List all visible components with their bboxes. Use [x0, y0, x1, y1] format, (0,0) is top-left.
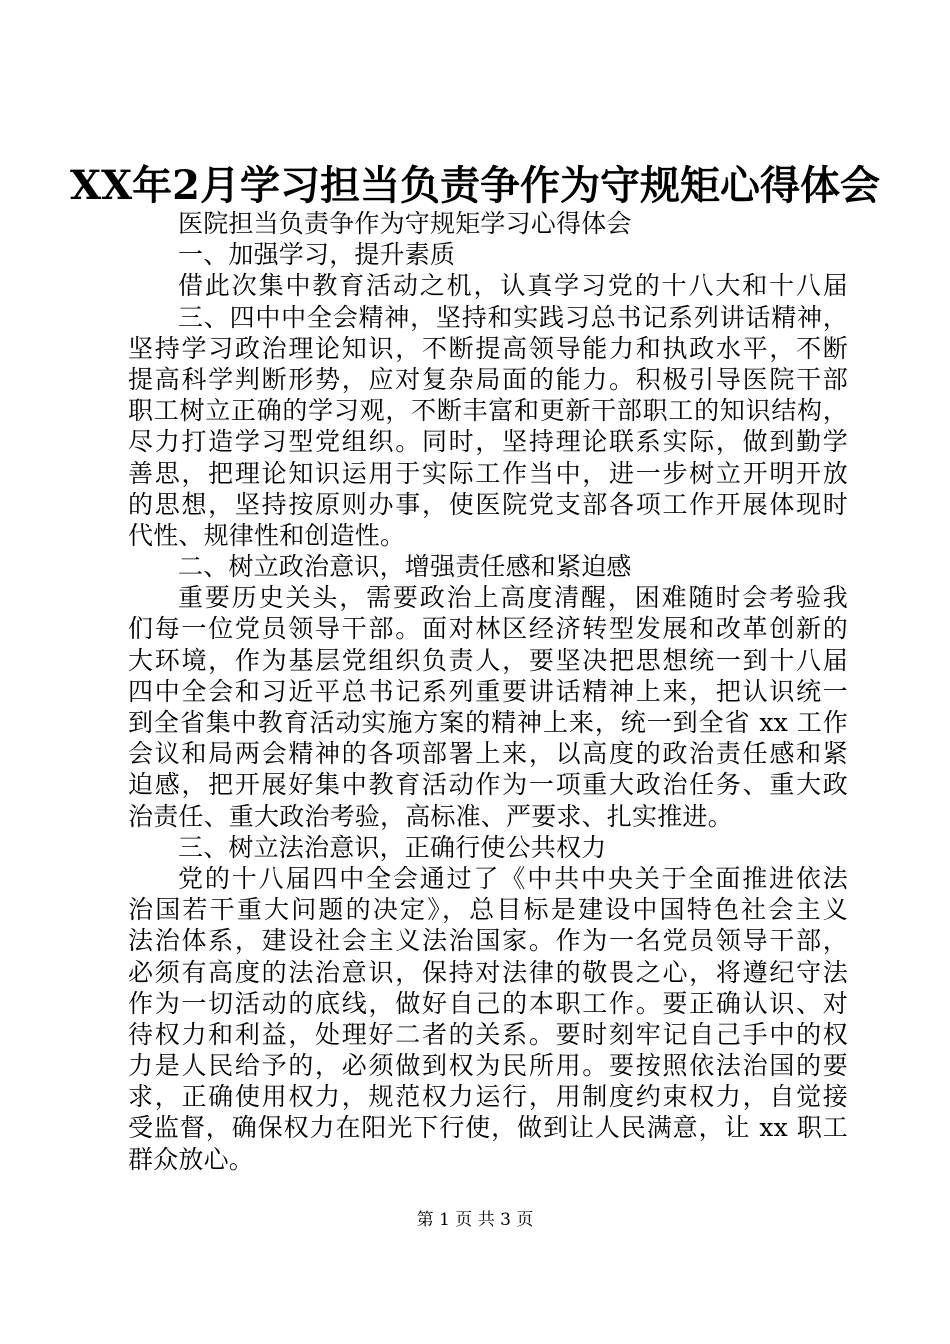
paragraph-line: 坚持学习政治理论知识，不断提高领导能力和执政水平，不断	[128, 333, 848, 363]
document-body	[128, 208, 848, 1175]
paragraph-line: 到全省集中教育活动实施方案的精神上来，统一到全省 xx 工作	[128, 708, 848, 737]
paragraph-line: 善思，把理论知识运用于实际工作当中，进一步树立开明开放	[128, 458, 848, 488]
subtitle-line: 医院担当负责争作为守规矩学习心得体会	[178, 209, 632, 238]
paragraph-line: 力是人民给予的，必须做到权为民所用。要按照依法治国的要	[128, 1051, 848, 1081]
paragraph-line: 待权力和利益，处理好二者的关系。要时刻牢记自己手中的权	[128, 1019, 848, 1049]
section-heading: 二、树立政治意识，增强责任感和紧迫感	[178, 552, 632, 582]
paragraph-line: 受监督，确保权力在阳光下行使，做到让人民满意，让 xx 职工	[128, 1113, 848, 1143]
paragraph-line: 治国若干重大问题的决定》，总目标是建设中国特色社会主义	[128, 895, 848, 925]
document-title: XX年2月学习担当负责争作为守规矩心得体会	[70, 162, 880, 209]
section-heading: 一、加强学习，提升素质	[178, 240, 456, 270]
page-number-footer: 第 1 页 共 3 页	[416, 1210, 534, 1230]
paragraph-line: 四中全会和习近平总书记系列重要讲话精神上来，把认识统一	[128, 676, 848, 706]
paragraph-line: 大环境，作为基层党组织负责人，要坚决把思想统一到十八届	[128, 645, 848, 675]
paragraph-line: 党的十八届四中全会通过了《中共中央关于全面推进依法	[178, 863, 848, 893]
paragraph-line: 的思想，坚持按原则办事，使医院党支部各项工作开展体现时	[128, 489, 848, 519]
paragraph-line: 治责任、重大政治考验，高标准、严要求、扎实推进。	[128, 801, 733, 831]
paragraph-line: 们每一位党员领导干部。面对林区经济转型发展和改革创新的	[128, 614, 848, 644]
paragraph-line: 必须有高度的法治意识，保持对法律的敬畏之心，将遵纪守法	[128, 957, 848, 987]
paragraph-line: 会议和局两会精神的各项部署上来，以高度的政治责任感和紧	[128, 739, 848, 769]
paragraph-line: 尽力打造学习型党组织。同时，坚持理论联系实际，做到勤学	[128, 427, 848, 457]
paragraph-line: 职工树立正确的学习观，不断丰富和更新干部职工的知识结构，	[128, 396, 848, 426]
paragraph-line: 提高科学判断形势，应对复杂局面的能力。积极引导医院干部	[128, 364, 848, 394]
paragraph-line: 法治体系，建设社会主义法治国家。作为一名党员领导干部，	[128, 926, 848, 956]
paragraph-line: 三、四中中全会精神，坚持和实践习总书记系列讲话精神，	[178, 302, 848, 332]
paragraph-line: 群众放心。	[128, 1144, 255, 1174]
paragraph-line: 代性、规律性和创造性。	[128, 520, 406, 550]
section-heading: 三、树立法治意识，正确行使公共权力	[178, 832, 607, 862]
paragraph-line: 作为一切活动的底线，做好自己的本职工作。要正确认识、对	[128, 988, 848, 1018]
paragraph-line: 借此次集中教育活动之机，认真学习党的十八大和十八届	[178, 271, 848, 301]
paragraph-line: 迫感，把开展好集中教育活动作为一项重大政治任务、重大政	[128, 770, 848, 800]
paragraph-line: 重要历史关头，需要政治上高度清醒，困难随时会考验我	[178, 583, 848, 613]
paragraph-line: 求，正确使用权力，规范权力运行，用制度约束权力，自觉接	[128, 1082, 848, 1112]
